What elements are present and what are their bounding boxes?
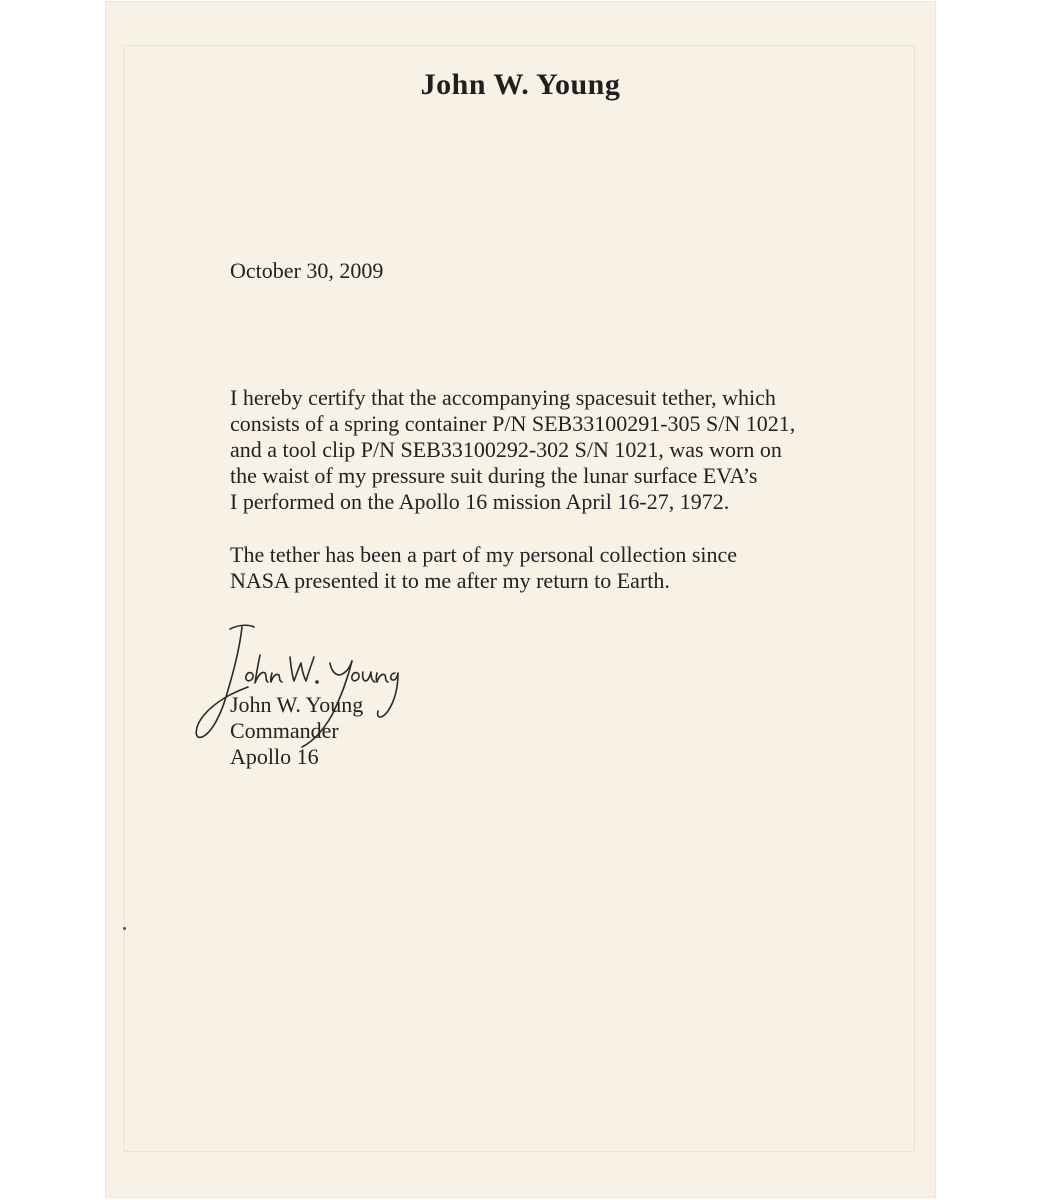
paragraph-line: NASA presented it to me after my return to Earth. <box>230 568 670 593</box>
letter-date: October 30, 2009 <box>230 258 384 283</box>
letterhead-name: John W. Young <box>420 68 621 101</box>
embossed-border <box>124 45 915 1152</box>
paragraph-line: and a tool clip P/N SEB33100292-302 S/N 1021, was worn on <box>230 437 782 462</box>
certification-paragraph <box>230 385 795 515</box>
collection-paragraph <box>230 542 737 594</box>
paragraph-line: The tether has been a part of my personal collection since <box>230 542 738 567</box>
paragraph-line: the waist of my pressure suit during the lunar surface EVA’s <box>230 463 758 488</box>
signer-name: John W. Young <box>230 692 364 717</box>
paragraph-line: I performed on the Apollo 16 mission April 16-27, 1972. <box>230 489 730 514</box>
signature-block <box>230 692 363 770</box>
paragraph-line: I hereby certify that the accompanying spacesuit tether, which <box>230 385 776 410</box>
signer-title: Commander <box>230 718 339 743</box>
paragraph-line: consists of a spring container P/N SEB33100291-305 S/N 1021, <box>230 411 796 436</box>
signer-mission: Apollo 16 <box>230 744 319 769</box>
stray-mark <box>123 927 126 930</box>
